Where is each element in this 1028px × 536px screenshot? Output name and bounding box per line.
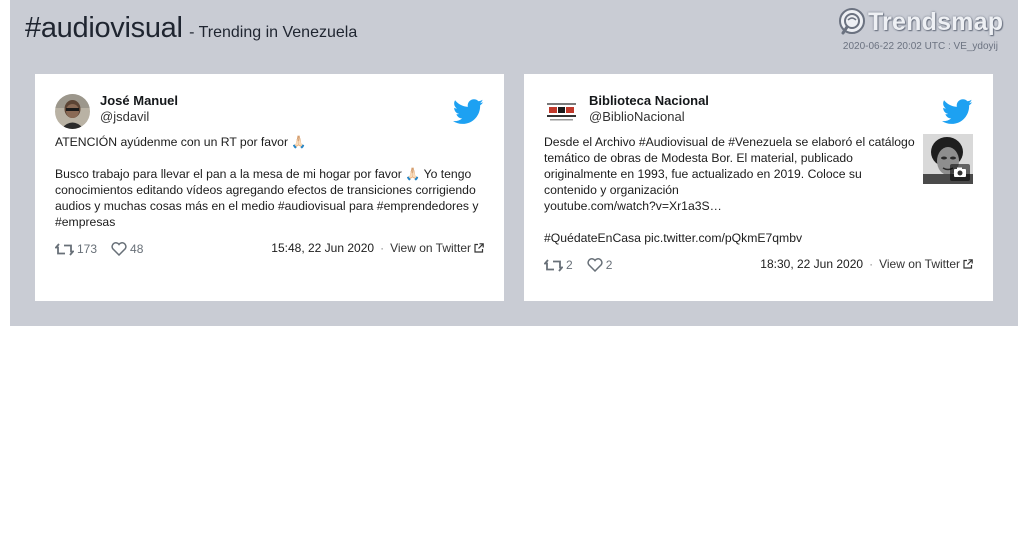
media-thumbnail[interactable] [923, 134, 973, 184]
brand-name: Trendsmap [868, 8, 1004, 36]
view-on-twitter-link[interactable]: View on Twitter [390, 241, 471, 255]
tweet-line: Busco trabajo para llevar el pan a la mesa de mi hogar por favor 🙏🏻 Yo tengo conocimientos editando vídeos agregando efectos de transiciones corrigiendo audios y muchas cosas más en el medio #audiovisual para #emprendedores y #empresas [55, 167, 479, 229]
camera-icon [950, 164, 970, 181]
user-handle[interactable]: @BiblioNacional [589, 109, 685, 124]
retweet-count-label: 2 [566, 258, 573, 272]
user-name[interactable]: Biblioteca Nacional [589, 93, 709, 108]
tweet-line: #QuédateEnCasa pic.twitter.com/pQkmE7qmbv [544, 231, 803, 245]
external-link-icon[interactable] [963, 259, 973, 269]
retweet-icon [544, 259, 563, 272]
user-handle[interactable]: @jsdavil [100, 109, 150, 124]
like-count-label: 48 [130, 242, 144, 256]
like-count-label: 2 [605, 258, 613, 272]
view-on-twitter-link[interactable]: View on Twitter [879, 257, 960, 271]
tweet-line: Desde el Archivo #Audiovisual de #Venezuela se elaboró el catálogo temático de obras de Modesta Bor. El material, publicado originalmente en 1993, fue actualizado en 2019. Coloce su contenido y organización [544, 135, 915, 197]
external-link-icon[interactable] [474, 243, 484, 253]
tweet-meta: 15:48, 22 Jun 2020 · View on Twitter [271, 241, 484, 255]
twitter-bird-icon[interactable] [942, 99, 973, 125]
avatar[interactable] [55, 94, 90, 129]
tweet-meta: 18:30, 22 Jun 2020 · View on Twitter [760, 257, 973, 271]
avatar[interactable] [544, 94, 579, 129]
heart-icon [587, 258, 603, 272]
trendsmap-logo[interactable] [838, 6, 1004, 38]
tweet-datetime[interactable]: 15:48, 22 Jun 2020 [271, 241, 375, 255]
tweet-link[interactable]: youtube.com/watch?v=Xr1a3S… [544, 199, 722, 213]
page-title [25, 12, 357, 45]
like-count[interactable] [111, 242, 143, 256]
like-count[interactable] [587, 258, 613, 272]
trending-subtitle: - Trending in Venezuela [189, 24, 358, 41]
timestamp: 2020-06-22 20:02 UTC : VE_ydoyij [842, 41, 998, 52]
trendsmap-logo-icon [838, 7, 866, 35]
header-panel [10, 0, 1018, 326]
hashtag-title[interactable]: #audiovisual [25, 12, 183, 44]
tweet-datetime[interactable]: 18:30, 22 Jun 2020 [760, 257, 864, 271]
tweet-text [55, 134, 485, 230]
tweet-stats [55, 242, 157, 256]
twitter-bird-icon[interactable] [453, 99, 484, 125]
tweet-card [524, 74, 993, 301]
user-name[interactable]: José Manuel [100, 93, 179, 108]
retweet-icon [55, 243, 74, 256]
tweet-card [35, 74, 504, 301]
tweet-text [544, 134, 916, 246]
tweet-stats [544, 258, 626, 272]
retweet-count[interactable] [55, 242, 97, 256]
heart-icon [111, 242, 127, 256]
retweet-count-label: 173 [77, 242, 98, 256]
tweet-line: ATENCIÓN ayúdenme con un RT por favor 🙏🏻 [55, 135, 307, 149]
retweet-count[interactable] [544, 258, 573, 272]
